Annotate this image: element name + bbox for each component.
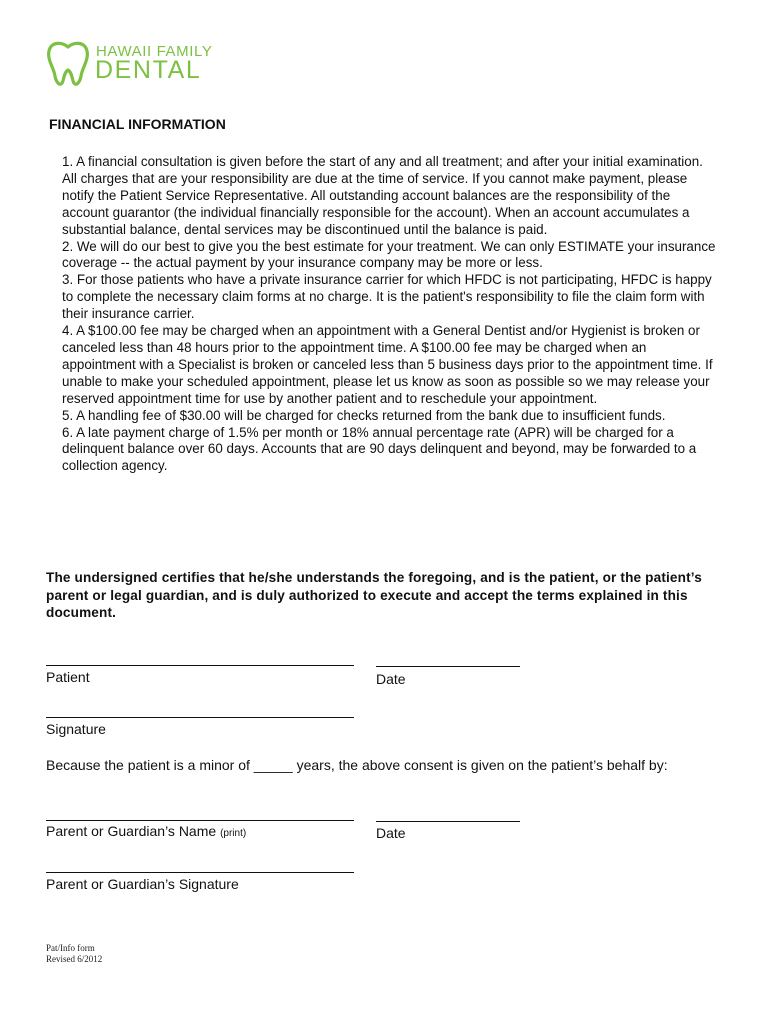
guardian-signature-label: Parent or Guardian’s Signature: [46, 876, 239, 892]
guardian-name-line[interactable]: [46, 820, 354, 821]
form-name: Pat/Info form: [46, 943, 95, 953]
term-item: 4. A $100.00 fee may be charged when an appointment with a General Dentist and/or Hygienist is broken or canceled less than 48 hours prior to the appointment time. A $100.00 fee may be charged when an appointment with a Specialist is broken or canceled less than 5 business days prior to the appointment time. If unable to make your scheduled appointment, please let us know as soon as possible so we may release your reserved appointment time for use by another patient and to reschedule your appointment.: [62, 323, 713, 406]
signature-line[interactable]: [46, 717, 354, 718]
term-item: 2. We will do our best to give you the best estimate for your treatment. We can only ESTIMATE your insurance coverage -- the actual payment by your insurance company may be more or less.: [62, 238, 716, 271]
term-item: 6. A late payment charge of 1.5% per month or 18% annual percentage rate (APR) will be charged for a delinquent balance over 60 days. Accounts that are 90 days delinquent and beyond, may be forwarded to a collection agency.: [62, 424, 697, 474]
term-item: 1. A financial consultation is given before the start of any and all treatment; and after your initial examination. All charges that are your responsibility are due at the time of service. If you cannot make payment, please notify the Patient Service Representative. All outstanding account balances are the responsibility of the account guarantor (the individual financially responsible for the account). When an account accumulates a substantial balance, dental services may be discontinued until the balance is paid.: [62, 154, 703, 237]
financial-terms: [62, 154, 716, 475]
form-footer: [46, 943, 102, 965]
patient-name-line[interactable]: [46, 665, 354, 666]
logo-text-top: HAWAII FAMILY: [96, 43, 213, 60]
page-title: FINANCIAL INFORMATION: [49, 116, 226, 132]
tooth-icon: [46, 40, 90, 86]
patient-label: Patient: [46, 669, 90, 685]
minor-consent-statement: Because the patient is a minor of _____ years, the above consent is given on the patient’s behalf by:: [46, 757, 668, 773]
print-note: (print): [220, 828, 247, 839]
date-line[interactable]: [376, 666, 520, 667]
logo-text-bottom: DENTAL: [95, 56, 202, 84]
practice-logo: [46, 40, 246, 88]
revision-date: Revised 6/2012: [46, 954, 103, 964]
guardian-name-text: Parent or Guardian’s Name: [46, 823, 217, 839]
certification-statement: The undersigned certifies that he/she understands the foregoing, and is the patient, or the patient’s parent or legal guardian, and is duly authorized to execute and accept the terms explained in this document.: [46, 570, 702, 620]
term-item: 3. For those patients who have a private insurance carrier for which HFDC is not participating, HFDC is happy to complete the necessary claim forms at no charge. It is the patient's responsibility to file the claim form with their insurance carrier.: [62, 272, 712, 322]
date-label: Date: [376, 671, 406, 687]
guardian-name-label: [46, 823, 246, 839]
guardian-date-line[interactable]: [376, 821, 520, 822]
guardian-date-label: Date: [376, 825, 406, 841]
term-item: 5. A handling fee of $30.00 will be charged for checks returned from the bank due to insufficient funds.: [62, 407, 666, 423]
guardian-signature-line[interactable]: [46, 872, 354, 873]
signature-label: Signature: [46, 721, 106, 737]
